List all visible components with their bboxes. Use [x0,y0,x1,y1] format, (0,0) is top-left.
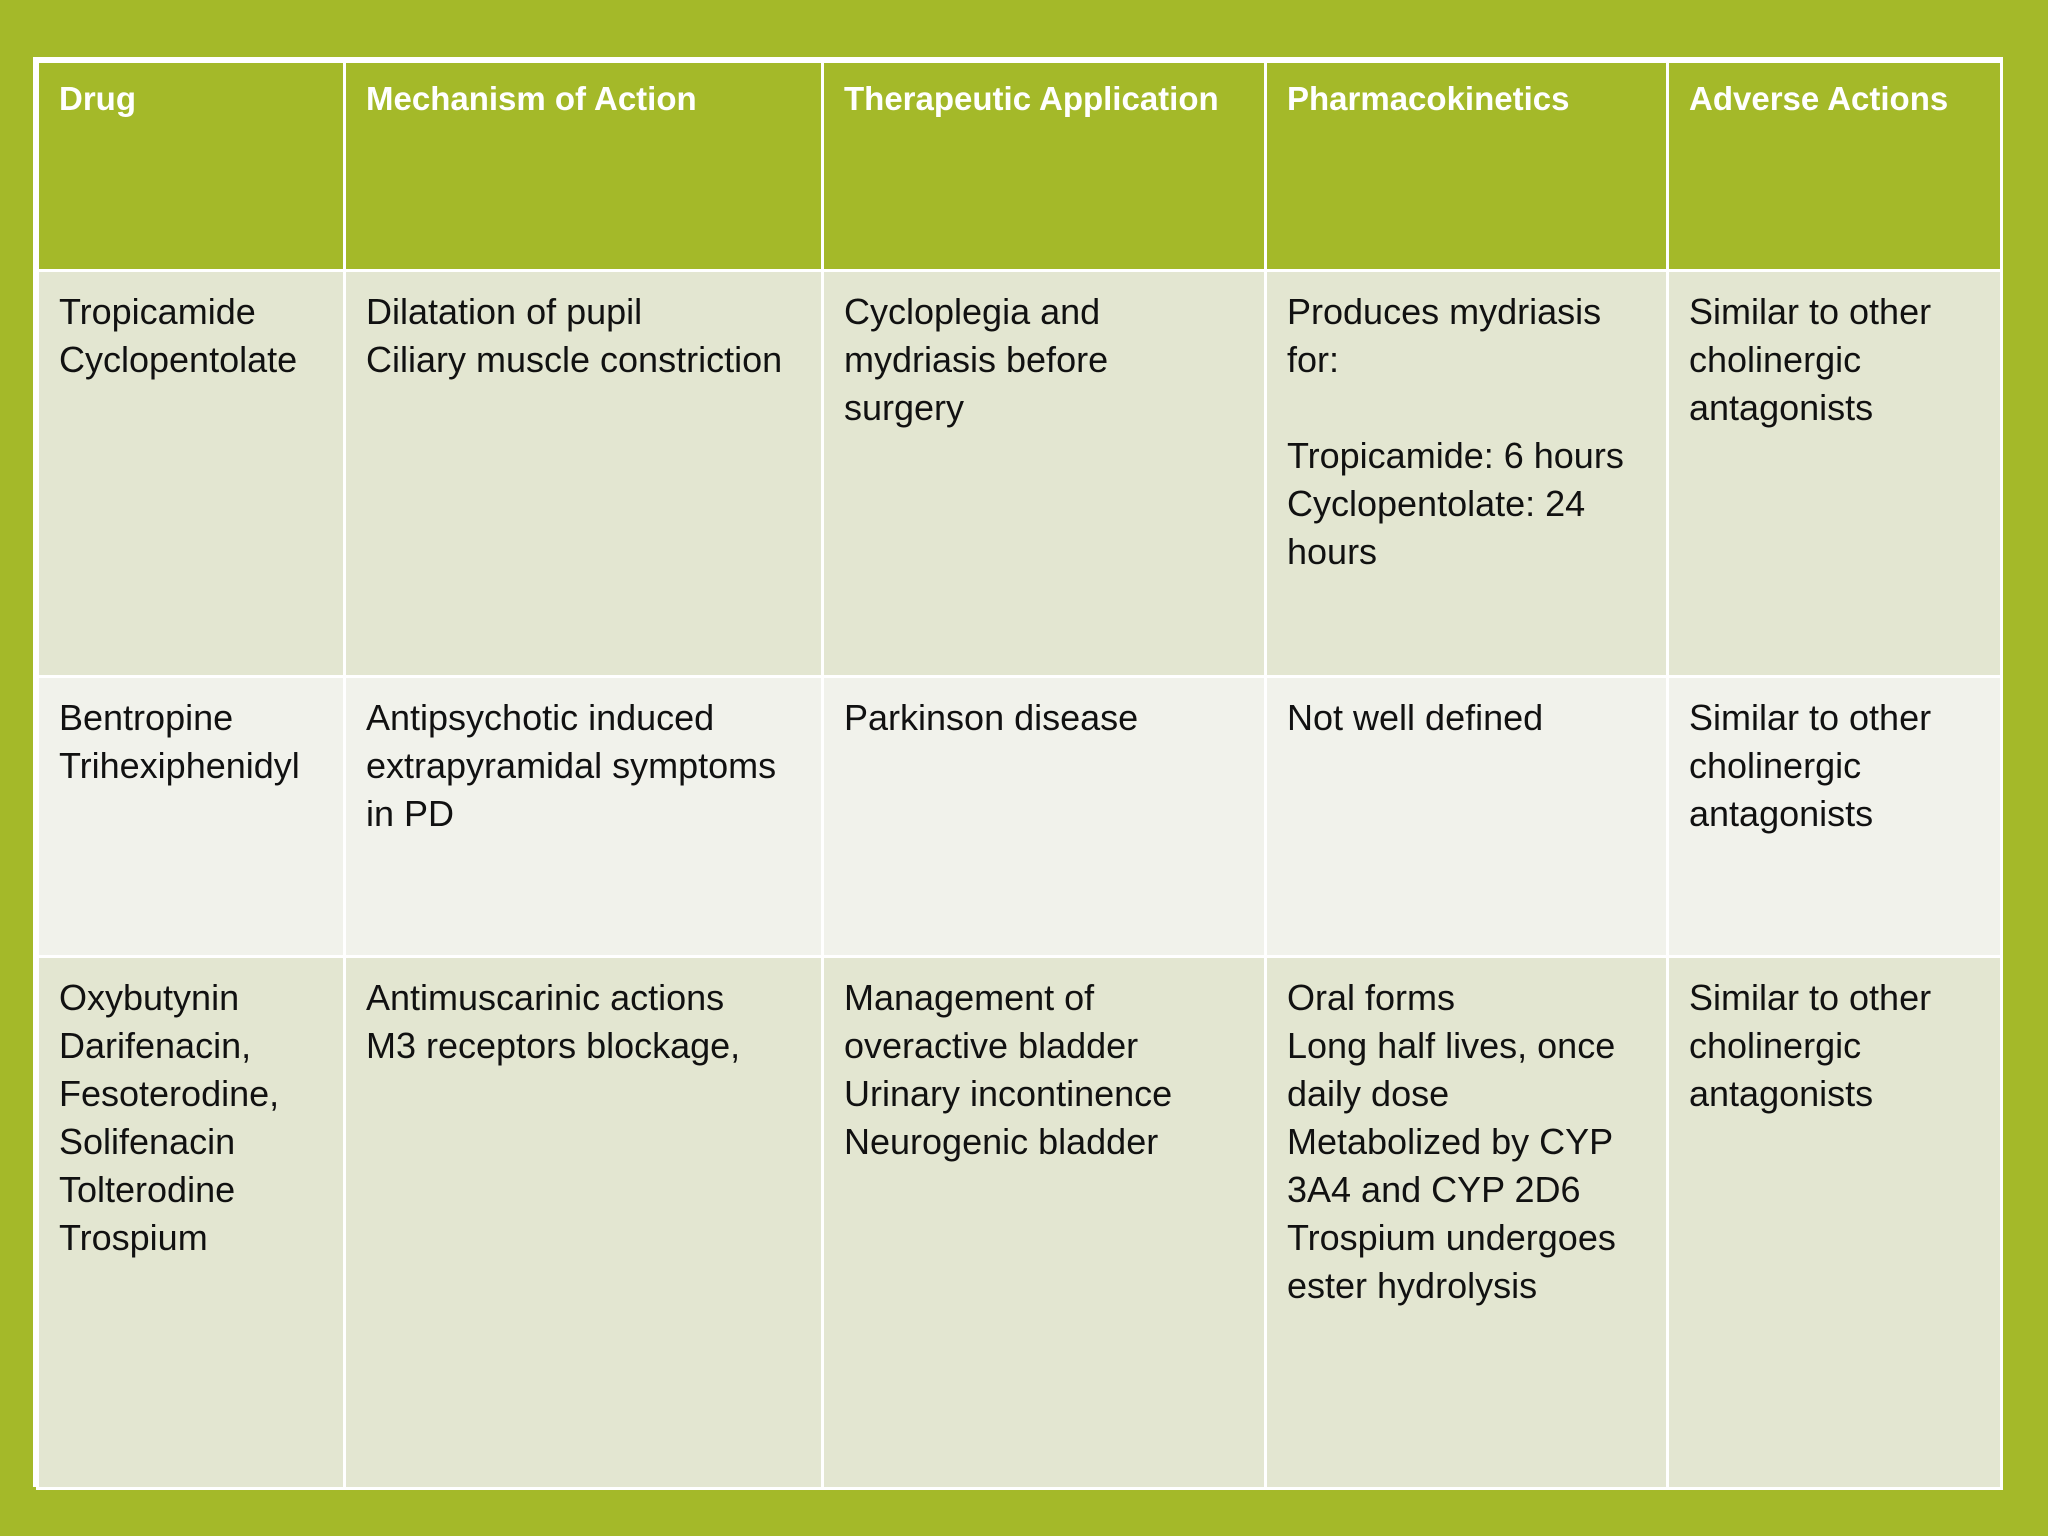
header-drug: Drug [38,62,345,271]
cell-mechanism: Antimuscarinic actions M3 receptors blockage, [345,957,823,1489]
cell-drug: Oxybutynin Darifenacin, Fesoterodine, Solifenacin Tolterodine Trospium [38,957,345,1489]
cell-mechanism: Antipsychotic induced extrapyramidal symptoms in PD [345,677,823,957]
table-row [38,677,2002,957]
cell-therapeutic: Cycloplegia and mydriasis before surgery [823,271,1266,677]
header-mechanism: Mechanism of Action [345,62,823,271]
cell-adverse: Similar to other cholinergic antagonists [1668,957,2002,1489]
cell-adverse: Similar to other cholinergic antagonists [1668,271,2002,677]
table-row [38,957,2002,1489]
drug-comparison-table [36,60,2003,1490]
cell-pharmacokinetics: Oral forms Long half lives, once daily dose Metabolized by CYP 3A4 and CYP 2D6 Trospium undergoes ester hydrolysis [1266,957,1668,1489]
cell-pharmacokinetics: Not well defined [1266,677,1668,957]
cell-adverse: Similar to other cholinergic antagonists [1668,677,2002,957]
header-therapeutic: Therapeutic Application [823,62,1266,271]
cell-mechanism: Dilatation of pupil Ciliary muscle constriction [345,271,823,677]
cell-pharmacokinetics: Produces mydriasis for: Tropicamide: 6 hours Cyclopentolate: 24 hours [1266,271,1668,677]
cell-therapeutic: Parkinson disease [823,677,1266,957]
cell-drug: Tropicamide Cyclopentolate [38,271,345,677]
cell-drug: Bentropine Trihexiphenidyl [38,677,345,957]
header-adverse: Adverse Actions [1668,62,2002,271]
table-row [38,271,2002,677]
table-frame [33,57,2003,1487]
header-pharmacokinetics: Pharmacokinetics [1266,62,1668,271]
table-header-row [38,62,2002,271]
cell-therapeutic: Management of overactive bladder Urinary incontinence Neurogenic bladder [823,957,1266,1489]
